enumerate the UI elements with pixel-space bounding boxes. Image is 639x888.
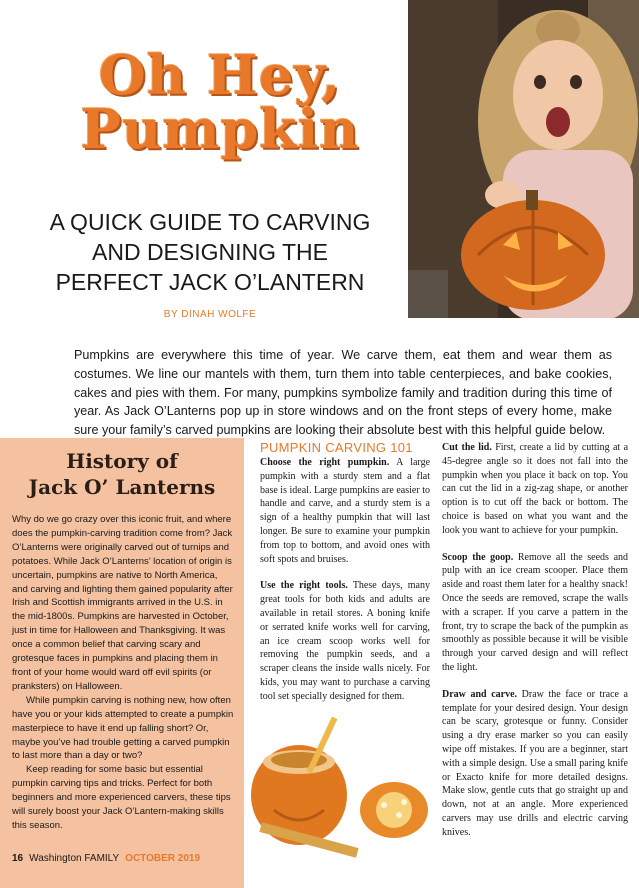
tip-text: These days, many great tools for both kids and adults are available in retail stores. A boning knife or serrated knife works well for carving, an ice cream scoop works well for removing the pumpkin seeds, and a scraper cleans the inside walls nicely. For kids, you may want to purchase a carving tool set specially designed for them.	[260, 580, 430, 702]
tip-text: First, create a lid by cutting at a 45-degree angle so it does not fall into the pumpkin when you place it back on top. You can cut the lid in a zig-zag shape, or another option is to cut off the back or bottom. The choice is based on what you want and the look you want to achieve for your pumpkin.	[442, 442, 629, 536]
intro-paragraph: Pumpkins are everywhere this time of year. We carve them, eat them and wear them as costumes. We line our mantels with them, turn them into table centerpieces, and bake cookies, cakes and pies with them. For many, pumpkins symbolize family and tradition during this time of year. As Jack O’Lanterns pop up in store windows and on the front steps of every home, make sure your family’s carved pumpkins are looking their absolute best with this helpful guide below.	[74, 348, 612, 438]
tip-paragraph	[442, 551, 628, 675]
tip-paragraph	[442, 688, 628, 840]
tip-text: Remove all the seeds and pulp with an ice cream scooper. Place them aside and roast them later for a healthy snack! Once the seeds are removed, scrape the walls with a scraper. If you carve a pattern in the front, try to scrape the back of the pumpkin as smoothly as possible because it will be visible through your carved design and will reflect the light.	[442, 551, 629, 673]
publication-name: Washington FAMILY	[29, 853, 120, 864]
sidebar-body	[12, 513, 234, 833]
page-footer	[12, 853, 244, 864]
tip-paragraph	[442, 441, 628, 538]
tip-text: Draw the face or trace a template for your desired design. Your design can be scary, grotesque or funny. Consider using a dry erase marker so you can easily wipe off mistakes. If you are a beginner, start with a simple design. Use a small paring knife or Exacto knife for more detailed designs. Make slow, gentle cuts that go straight up and down, not at an angle. More experienced carvers may use drills and electric carving knives.	[442, 688, 628, 838]
tip-title: Choose the right pumpkin.	[260, 457, 390, 468]
sidebar-paragraph: Why do we go crazy over this iconic fruit, and where does the pumpkin-carving tradition come from? Jack O’Lanterns were originally carved out of turnips and potatoes. While Jack O’Lanterns’ location of origin is uncertain, pumpkins are native to North America, and carving and lighting them gained popularity after Irish and Scottish immigrants arrived in the U.S. in the mid-1800s. Pumpkins are harvested in October, just in time for Halloween and Thanksgiving. It was once a common belief that carving scary and grotesque faces in pumpkins and placing them in front of your home would ward off evil spirits (or pranksters) on Halloween.	[12, 514, 233, 692]
title-line-1: Oh Hey,	[98, 43, 342, 107]
tip-title: Use the right tools.	[260, 580, 348, 592]
hero-photo-girl-with-pumpkin	[408, 0, 639, 318]
carved-pumpkin-photo	[244, 700, 440, 860]
tip-title: Draw and carve.	[442, 688, 518, 700]
issue-date: OCTOBER 2019	[125, 853, 201, 864]
article-subtitle: A QUICK GUIDE TO CARVING AND DESIGNING THE PERFECT JACK O’LANTERN	[49, 209, 371, 295]
sidebar-heading-line-2: Jack O’ Lanterns	[28, 475, 216, 499]
byline: BY DINAH WOLFE	[163, 309, 257, 320]
sidebar-heading-line-1: History of	[66, 449, 178, 473]
page-number: 16	[12, 853, 24, 864]
section-heading: PUMPKIN CARVING 101	[260, 440, 413, 455]
sidebar-heading	[0, 448, 244, 500]
column-right	[442, 441, 628, 853]
tip-title: Scoop the goop.	[442, 551, 514, 563]
column-middle	[260, 456, 430, 717]
tip-paragraph	[260, 579, 430, 703]
sidebar-paragraph: While pumpkin carving is nothing new, how often have you or your kids attempted to create a pumpkin masterpiece to have it end up falling short? Or, maybe you’ve had trouble getting a carved pumpkin to last more than a day or two?	[12, 694, 234, 762]
tip-paragraph	[260, 456, 430, 566]
title-line-2: Pumpkin	[80, 97, 360, 161]
tip-title: Cut the lid.	[442, 442, 492, 453]
sidebar-paragraph: Keep reading for some basic but essential pumpkin carving tips and tricks. Perfect for both beginners and more experienced carvers, these tips will surely boost your Jack O’Lantern-making skills this season.	[12, 764, 231, 831]
article-title	[60, 43, 380, 161]
tip-text: A large pumpkin with a sturdy stem and a flat base is ideal. Large pumpkins are easier to handle and carve, and a sturdy stem is a sign of a healthy pumpkin that will last longer. Be sure to examine your pumpkin from top to bottom, and avoid ones with soft spots and bruises.	[260, 457, 431, 565]
